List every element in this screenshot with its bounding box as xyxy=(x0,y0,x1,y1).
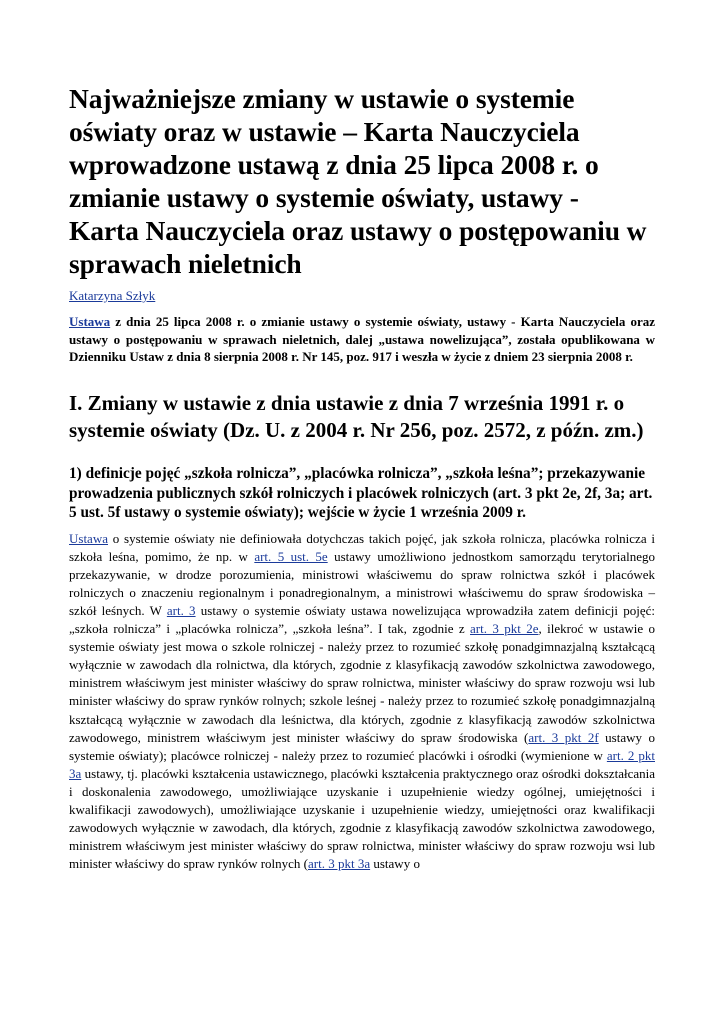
author-byline xyxy=(69,288,655,304)
article-link-3-2f[interactable]: art. 3 pkt 2f xyxy=(528,729,599,745)
body-paragraph xyxy=(69,530,655,874)
article-link-3-3a[interactable]: art. 3 pkt 3a xyxy=(308,856,371,872)
article-link-2-3a[interactable]: art. 2 pkt 3a xyxy=(69,747,655,781)
lead-paragraph xyxy=(69,313,655,366)
paragraph-text: , ilekroć w ustawie o systemie oświaty jest mowa o szkole rolniczej - należy przez to rozumieć szkołę ponadgimnazjalną kształcącą wyłącznie w zawodach dla rolnictwa, dla których, zgodnie z klasyfikacją zawodów szkolnictwa zawodowego, ministrem właściwym jest minister właściwy do spraw rolnictwa, minister właściwy do spraw rozwoju wsi lub minister właściwy do spraw rynków rolnych; szkole leśnej - należy przez to rozumieć szkołę ponadgimnazjalną kształcącą wyłącznie w zawodach dla leśnictwa, dla których, zgodnie z klasyfikacją zawodów szkolnictwa zawodowego, ministrem właściwym jest minister właściwy do spraw środowiska ( xyxy=(69,621,655,745)
paragraph-text: o systemie oświaty nie definiowała dotychczas takich pojęć, jak szkoła rolnicza, placówka rolnicza i szkoła leśna, pomimo, że np. w xyxy=(69,530,655,564)
paragraph-text: ustawy o systemie oświaty); placówce rolniczej - należy przez to rozumieć placówki i ośrodki (wymienione w xyxy=(69,729,655,763)
article-link-5-5e[interactable]: art. 5 ust. 5e xyxy=(254,548,328,564)
paragraph-text: ustawy umożliwiono jednostkom samorządu terytorialnego przekazywanie, w drodze porozumienia, ministrowi właściwemu do spraw rolnictwa szkół i placówek rolniczych o znaczeniu regionalnym i ponadregionalnym, a ministrowi właściwemu do spraw środowiska – szkół leśnych. W xyxy=(69,548,656,618)
lead-text: z dnia 25 lipca 2008 r. o zmianie ustawy o systemie oświaty, ustawy - Karta Nauczyciela oraz ustawy o postępowaniu w sprawach nieletnich, dalej „ustawa nowelizująca”, została opublikowana w Dzienniku Ustaw z dnia 8 sierpnia 2008 r. Nr 145, poz. 917 i weszła w życie z dniem 23 sierpnia 2008 r. xyxy=(69,314,655,365)
paragraph-text: ustawy o xyxy=(370,856,420,872)
statute-link[interactable]: Ustawa xyxy=(69,530,108,546)
paragraph-text: ustawy o systemie oświaty ustawa nowelizująca wprowadziła zatem definicji pojęć: „szkoła rolnicza” i „placówka rolnicza”, „szkoła leśna”. I tak, zgodnie z xyxy=(69,602,655,637)
article-link-3-2e[interactable]: art. 3 pkt 2e xyxy=(470,621,539,637)
subsection-heading: 1) definicje pojęć „szkoła rolnicza”, „placówka rolnicza”, „szkoła leśna”; przekazywanie prowadzenia publicznych szkół rolniczych i placówek rolniczych (art. 3 pkt 2e, 2f, 3a; art. 5 ust. 5f ustawy o systemie oświaty); wejście w życie 1 września 2009 r. xyxy=(69,465,653,522)
lead-statute-link[interactable]: Ustawa xyxy=(69,314,111,329)
document-page xyxy=(69,82,655,886)
author-link[interactable]: Katarzyna Szłyk xyxy=(69,288,156,303)
section-heading: I. Zmiany w ustawie z dnia ustawie z dnia 7 września 1991 r. o systemie oświaty (Dz. U. z 2004 r. Nr 256, poz. 2572, z późn. zm.) xyxy=(69,391,644,442)
document-title: Najważniejsze zmiany w ustawie o systemie oświaty oraz w ustawie – Karta Nauczyciela wprowadzone ustawą z dnia 25 lipca 2008 r. o zmianie ustawy o systemie oświaty, ustawy - Karta Nauczyciela oraz ustawy o postępowaniu w sprawach nieletnich xyxy=(69,83,647,279)
paragraph-text: ustawy, tj. placówki kształcenia ustawicznego, placówki kształcenia praktycznego oraz ośrodki dokształcania i doskonalenia zawodowego, umożliwiające uzyskanie i uzupełnienie wiedzy ogólnej, umiejętności i kwalifikacji zawodowych), umożliwiające uzyskanie i uzupełnienie wiedzy, umiejętności oraz kwalifikacji zawodowych wyłącznie w zawodach, dla których, zgodnie z klasyfikacją zawodów szkolnictwa zawodowego, ministrem właściwym jest minister właściwy do spraw rolnictwa, minister właściwy do spraw rozwoju wsi lub minister właściwy do spraw rynków rolnych ( xyxy=(69,765,655,872)
article-link-3[interactable]: art. 3 xyxy=(166,602,196,618)
